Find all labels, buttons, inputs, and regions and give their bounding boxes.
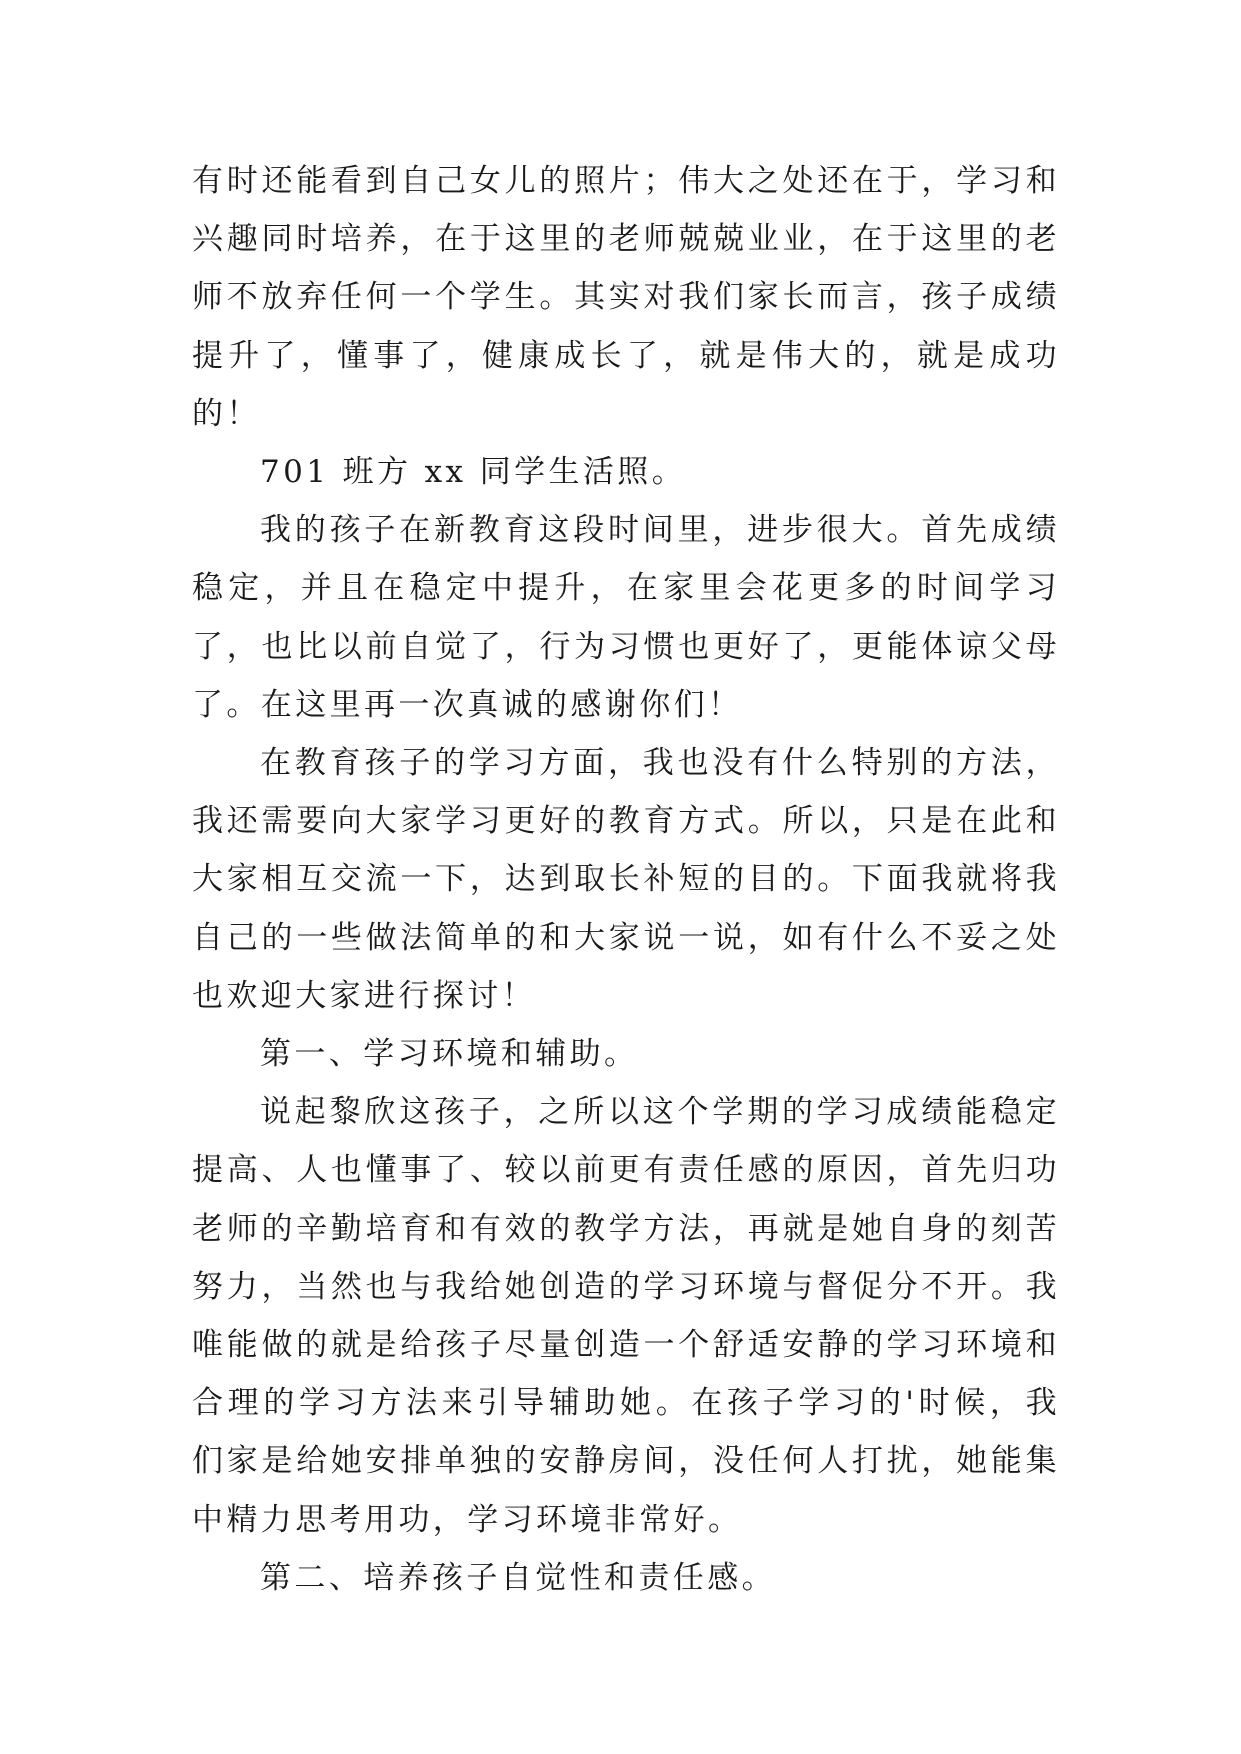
paragraph-education-methods: 在教育孩子的学习方面，我也没有什么特别的方法，我还需要向大家学习更好的教育方式。所以，只是在此和大家相互交流一下，达到取长补短的目的。下面我就将我自己的一些做法简单的和大家说一说，如有什么不妥之处也欢迎大家进行探讨！ bbox=[192, 745, 1060, 1014]
paragraph-continuation: 有时还能看到自己女儿的照片；伟大之处还在于，学习和兴趣同时培养，在于这里的老师兢兢业业，在于这里的老师不放弃任何一个学生。其实对我们家长而言，孩子成绩提升了，懂事了，健康成长了，就是伟大的，就是成功的！ bbox=[192, 163, 1060, 432]
section-heading-self-discipline: 第二、培养孩子自觉性和责任感。 bbox=[260, 1559, 776, 1596]
paragraph-progress: 我的孩子在新教育这段时间里，进步很大。首先成绩稳定，并且在稳定中提升，在家里会花更多的时间学习了，也比以前自觉了，行为习惯也更好了，更能体谅父母了。在这里再一次真诚的感谢你们！ bbox=[192, 512, 1060, 723]
paragraph-learning-environment: 说起黎欣这孩子，之所以这个学期的学习成绩能稳定提高、人也懂事了、较以前更有责任感的原因，首先归功老师的辛勤培育和有效的教学方法，再就是她自身的刻苦努力，当然也与我给她创造的学习环境与督促分不开。我唯能做的就是给孩子尽量创造一个舒适安静的学习环境和合理的学习方法来引导辅助她。在孩子学习的'时候，我们家是给她安排单独的安静房间，没任何人打扰，她能集中精力思考用功，学习环境非常好。 bbox=[192, 1094, 1060, 1538]
section-heading-learning-environment: 第一、学习环境和辅助。 bbox=[260, 1036, 639, 1073]
paragraph-photo-caption: 701 班方 xx 同学生活照。 bbox=[260, 454, 687, 491]
document-body bbox=[192, 152, 1060, 1607]
